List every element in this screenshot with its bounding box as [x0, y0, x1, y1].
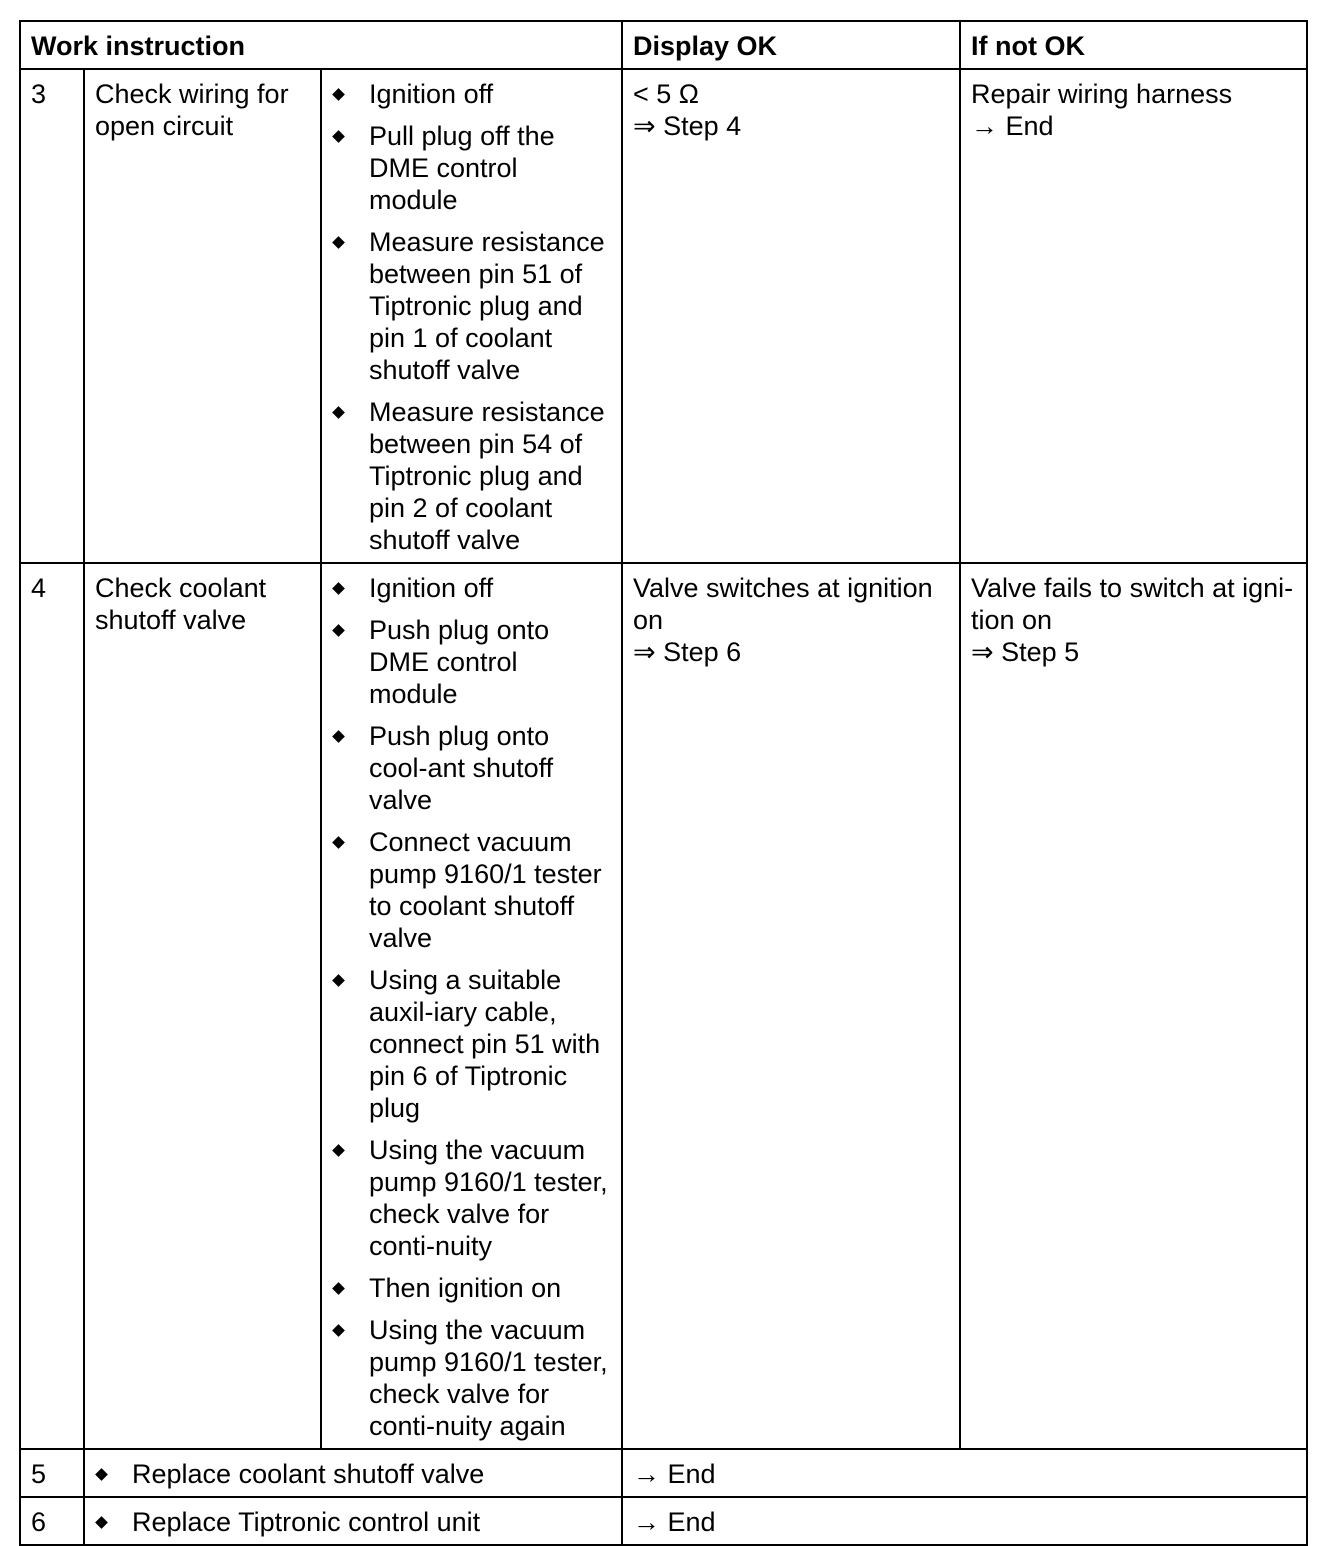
list-item: Using a suitable auxil-iary cable, connect pin 51 with pin 6 of Tiptronic plug [332, 964, 611, 1124]
list-item: Pull plug off the DME control module [332, 120, 611, 216]
instruction-list [332, 572, 611, 1442]
bullet-icon [332, 88, 345, 101]
bullet-icon [332, 236, 345, 249]
header-row [20, 21, 1307, 69]
display-ok-next-step: ⇒ Step 6 [633, 637, 742, 667]
bullet-icon [332, 582, 345, 595]
task-title: Check wiring for open circuit [84, 69, 321, 563]
table-row [20, 69, 1307, 563]
if-not-ok-cell [960, 69, 1307, 563]
list-item: Connect vacuum pump 9160/1 tester to coolant shutoff valve [332, 826, 611, 954]
header-display-ok: Display OK [622, 21, 960, 69]
result-cell: → End [622, 1449, 1307, 1497]
table-row [20, 1449, 1307, 1497]
list-item: Ignition off [332, 572, 611, 604]
list-item: Then ignition on [332, 1272, 611, 1304]
list-item [95, 1458, 611, 1490]
bullet-icon [332, 1324, 345, 1337]
header-work-instruction: Work instruction [20, 21, 622, 69]
instruction-cell [84, 1449, 622, 1497]
if-not-ok-next-step: → End [971, 111, 1054, 141]
table-row [20, 1497, 1307, 1545]
list-item [95, 1506, 611, 1538]
instruction-text: Replace Tiptronic control unit [132, 1507, 481, 1537]
task-title: Check coolant shutoff valve [84, 563, 321, 1449]
instruction-cell [84, 1497, 622, 1545]
step-number: 6 [20, 1497, 84, 1545]
if-not-ok-action: Repair wiring harness [971, 79, 1233, 109]
step-number: 3 [20, 69, 84, 563]
bullet-icon [332, 624, 345, 637]
bullet-icon [95, 1516, 108, 1529]
header-if-not-ok: If not OK [960, 21, 1307, 69]
if-not-ok-action: Valve fails to switch at igni-tion on [971, 573, 1294, 635]
list-item: Measure resistance between pin 54 of Tiptronic plug and pin 2 of coolant shutoff valve [332, 396, 611, 556]
list-item: Push plug onto DME control module [332, 614, 611, 710]
bullet-icon [95, 1468, 108, 1481]
bullet-icon [332, 1282, 345, 1295]
instruction-list [332, 78, 611, 556]
bullet-icon [332, 836, 345, 849]
display-ok-next-step: ⇒ Step 4 [633, 111, 742, 141]
list-item: Ignition off [332, 78, 611, 110]
bullet-icon [332, 406, 345, 419]
step-number: 4 [20, 563, 84, 1449]
instruction-text: Replace coolant shutoff valve [132, 1459, 485, 1489]
list-item: Using the vacuum pump 9160/1 tester, check valve for conti-nuity again [332, 1314, 611, 1442]
bullet-icon [332, 130, 345, 143]
if-not-ok-cell [960, 563, 1307, 1449]
bullet-icon [332, 730, 345, 743]
bullet-icon [332, 974, 345, 987]
instruction-list-cell [321, 69, 622, 563]
display-ok-cell [622, 563, 960, 1449]
instruction-list-cell [321, 563, 622, 1449]
list-item: Measure resistance between pin 51 of Tiptronic plug and pin 1 of coolant shutoff valve [332, 226, 611, 386]
list-item: Push plug onto cool-ant shutoff valve [332, 720, 611, 816]
display-ok-value: < 5 Ω [633, 79, 699, 109]
list-item: Using the vacuum pump 9160/1 tester, check valve for conti-nuity [332, 1134, 611, 1262]
if-not-ok-next-step: ⇒ Step 5 [971, 637, 1080, 667]
display-ok-cell [622, 69, 960, 563]
table-row [20, 563, 1307, 1449]
work-instruction-table [19, 20, 1308, 1546]
bullet-icon [332, 1144, 345, 1157]
display-ok-value: Valve switches at ignition on [633, 573, 933, 635]
step-number: 5 [20, 1449, 84, 1497]
result-cell: → End [622, 1497, 1307, 1545]
